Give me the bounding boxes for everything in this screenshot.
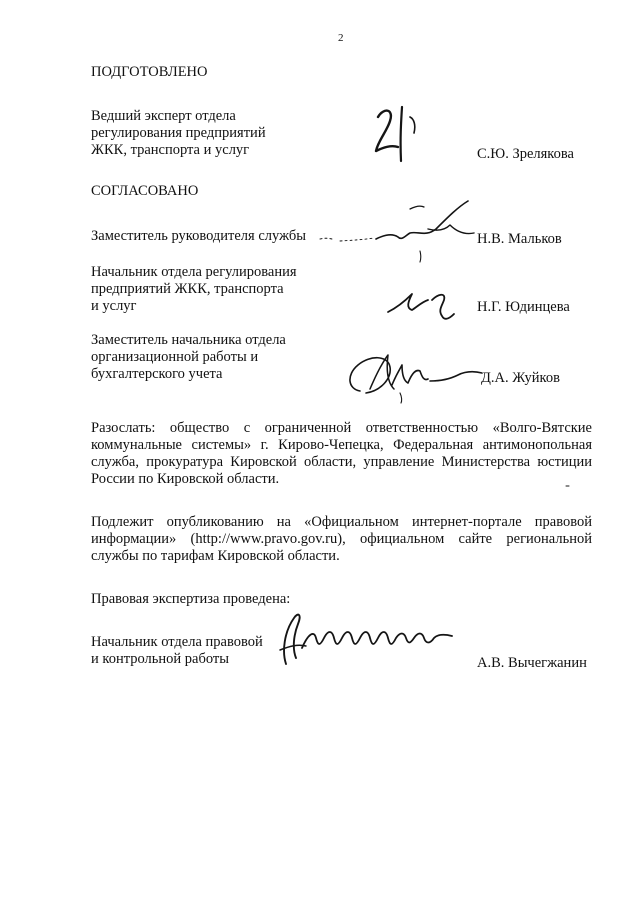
signatory-3-position-line-1: Заместитель начальника отдела xyxy=(91,332,286,348)
margin-mark xyxy=(565,484,571,488)
prepared-position-line-1: Ведший эксперт отдела xyxy=(91,108,236,124)
legal-review-name: А.В. Вычегжанин xyxy=(477,655,587,671)
page-number: 2 xyxy=(338,32,344,44)
agreed-heading: СОГЛАСОВАНО xyxy=(91,183,199,199)
signatory-1-position: Заместитель руководителя службы xyxy=(91,228,307,244)
prepared-position-line-2: регулирования предприятий xyxy=(91,125,266,141)
signatory-2-position-line-1: Начальник отдела регулирования xyxy=(91,264,297,280)
legal-review-position-line-2: и контрольной работы xyxy=(91,651,229,667)
signatory-2-position-line-3: и услуг xyxy=(91,298,137,314)
signature-zrelyakova xyxy=(370,95,430,170)
legal-review-position-line-1: Начальник отдела правовой xyxy=(91,634,263,650)
publication-paragraph: Подлежит опубликованию на «Официальном интернет-портале правовой информации» (http://www.pravo.gov.ru), официальном сайте региональной службы по тарифам Кировской области. xyxy=(91,514,592,564)
signatory-3-name: Д.А. Жуйков xyxy=(481,370,560,386)
signature-vychegzhanin xyxy=(272,606,462,672)
prepared-heading: ПОДГОТОВЛЕНО xyxy=(91,64,208,80)
signature-yudintseva xyxy=(384,280,466,322)
distribution-paragraph: Разослать: общество с ограниченной ответственностью «Волго-Вятские коммунальные системы» г. Кирово-Чепецка, Федеральная антимонопольная служба, прокуратура Кировской области, управление Министерства юстиции России по Кировской области. xyxy=(91,420,592,487)
signature-malkov xyxy=(318,195,483,265)
signature-zhuikov xyxy=(340,345,490,405)
prepared-position-line-3: ЖКК, транспорта и услуг xyxy=(91,142,250,158)
signatory-3-position-line-2: организационной работы и xyxy=(91,349,259,365)
signatory-2-position-line-2: предприятий ЖКК, транспорта xyxy=(91,281,284,297)
legal-review-statement: Правовая экспертиза проведена: xyxy=(91,591,291,607)
signatory-1-name: Н.В. Мальков xyxy=(477,231,562,247)
signatory-2-name: Н.Г. Юдинцева xyxy=(477,299,570,315)
prepared-name: С.Ю. Зрелякова xyxy=(477,146,574,162)
signatory-3-position-line-3: бухгалтерского учета xyxy=(91,366,223,382)
